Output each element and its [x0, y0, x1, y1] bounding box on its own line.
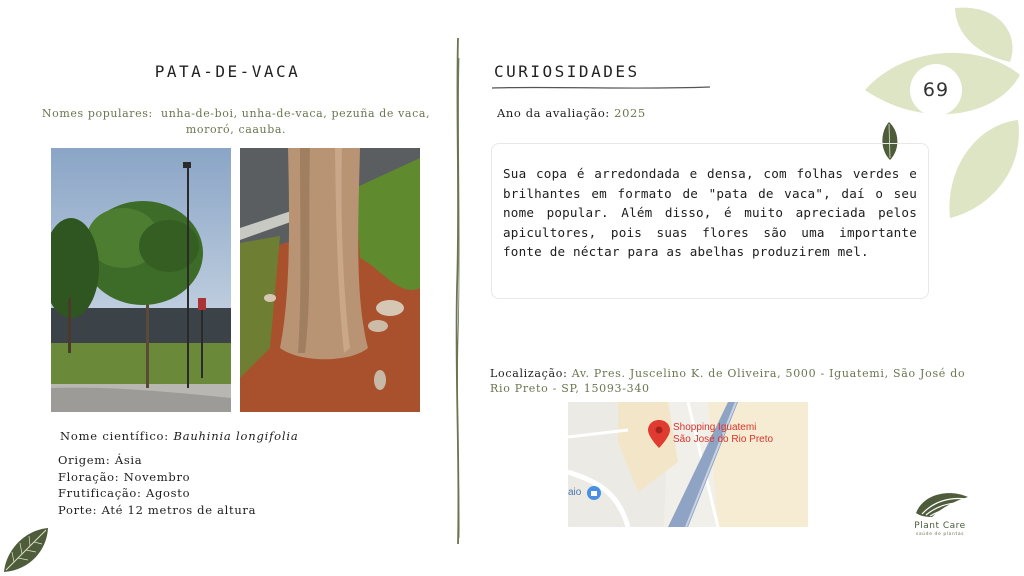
leaf-shape: [949, 120, 1018, 218]
plant-title: PATA-DE-VACA: [154, 62, 301, 81]
fact-fruiting: Frutificação: Agosto: [58, 486, 191, 500]
evaluation-year-value: 2025: [614, 106, 646, 120]
curiosities-text: Sua copa é arredondada e densa, com folhas verdes e brilhantes em formato de "pata de vaca", daí o seu nome popular. Além disso, é muito apreciada pelos apicultores, pois suas flores são uma importante fonte de néctar para as abelhas produzirem mel.: [503, 166, 917, 259]
tree-photo: [51, 148, 231, 412]
fact-flowering: Floração: Novembro: [58, 469, 191, 484]
plant-facts: [58, 452, 256, 518]
location-address: Av. Pres. Juscelino K. de Oliveira, 5000 - Iguatemi, São José do Rio Preto - SP, 15093-340: [490, 367, 966, 395]
plant-care-logo-icon: [914, 487, 970, 519]
map-place-label: Shopping Iguatemi São José do Rio Preto: [673, 422, 774, 445]
map-street-fragment: aio: [568, 487, 582, 498]
trunk-photo: [240, 148, 420, 412]
curiosities-card: [491, 143, 929, 299]
scientific-name-label: Nome científico:: [60, 429, 169, 443]
brand-tagline: saúde de plantas: [915, 532, 965, 537]
location-label: Localização:: [490, 367, 568, 380]
leaf-bottom-left-icon: [0, 520, 55, 576]
evaluation-year-label: Ano da avaliação:: [497, 106, 610, 120]
fact-size: Porte: Até 12 metros de altura: [58, 502, 257, 517]
curiosities-underline: [490, 84, 712, 92]
column-divider: [452, 38, 464, 544]
fact-origin: Origem: Ásia: [58, 453, 143, 467]
popular-names: [30, 106, 442, 138]
brand-name: Plant Care: [914, 521, 966, 531]
location-map[interactable]: [568, 402, 808, 527]
curiosities-title: CURIOSIDADES: [494, 62, 640, 81]
scientific-name-value: Bauhinia longifolia: [173, 429, 299, 443]
popular-names-value: unha-de-boi, unha-de-vaca, pezuña de vaca, mororó, caauba.: [161, 107, 431, 136]
location: [490, 366, 980, 396]
evaluation-year: [497, 106, 646, 120]
page-number: 69: [910, 64, 962, 116]
scientific-name: [60, 429, 298, 443]
popular-names-label: Nomes populares:: [41, 107, 153, 120]
